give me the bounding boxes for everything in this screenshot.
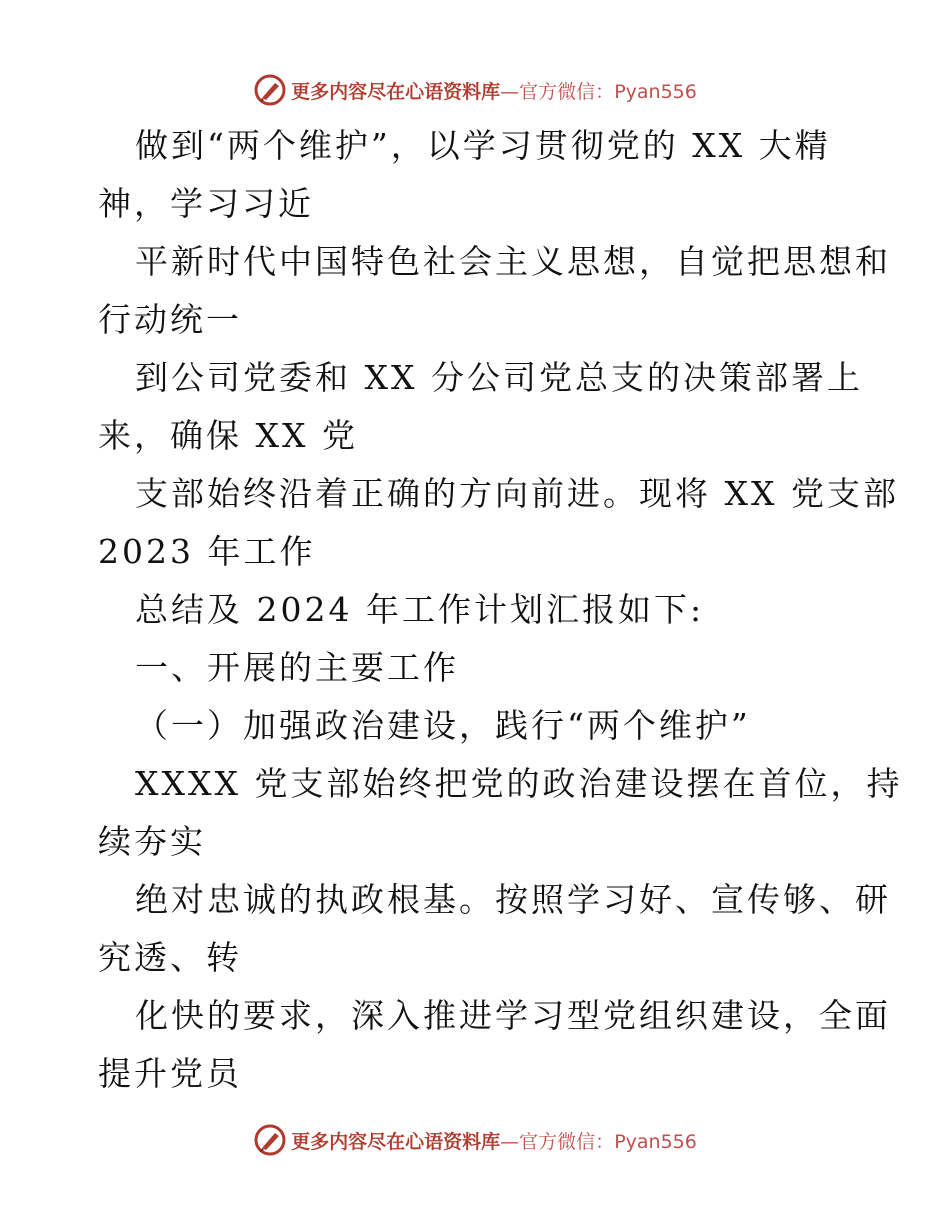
text-line: 行动统一 bbox=[98, 300, 242, 339]
text-line: 支部始终沿着正确的方向前进。现将 XX 党支部 bbox=[135, 474, 899, 513]
text-line: 做到“两个维护”，以学习贯彻党的 XX 大精 bbox=[135, 126, 831, 165]
text-line: 总结及 2024 年工作计划汇报如下: bbox=[135, 590, 705, 629]
text-line: 平新时代中国特色社会主义思想，自觉把思想和 bbox=[135, 242, 891, 281]
text-line: 提升党员 bbox=[98, 1054, 242, 1093]
text-line: 续夯实 bbox=[98, 822, 206, 861]
pen-logo-icon bbox=[253, 1123, 287, 1157]
header-watermark bbox=[0, 70, 950, 110]
footer-watermark bbox=[0, 1120, 950, 1160]
text-line: 究透、转 bbox=[98, 938, 242, 977]
text-line: 到公司党委和 XX 分公司党总支的决策部署上 bbox=[135, 358, 863, 397]
text-line: 2023 年工作 bbox=[98, 532, 316, 571]
text-line: 化快的要求，深入推进学习型党组织建设，全面 bbox=[135, 996, 891, 1035]
text-line: 来，确保 XX 党 bbox=[98, 416, 358, 455]
text-line: 神，学习习近 bbox=[98, 184, 314, 223]
text-line: XXXX 党支部始终把党的政治建设摆在首位，持 bbox=[135, 764, 903, 803]
subsection-heading: （一）加强政治建设，践行“两个维护” bbox=[135, 706, 751, 745]
watermark-text: 更多内容尽在心语资料库—官方微信：Pyan556 bbox=[291, 80, 697, 103]
text-line: 绝对忠诚的执政根基。按照学习好、宣传够、研 bbox=[135, 880, 891, 919]
watermark-text: 更多内容尽在心语资料库—官方微信：Pyan556 bbox=[291, 1130, 697, 1153]
pen-logo-icon bbox=[253, 73, 287, 107]
section-heading: 一、开展的主要工作 bbox=[135, 648, 459, 687]
